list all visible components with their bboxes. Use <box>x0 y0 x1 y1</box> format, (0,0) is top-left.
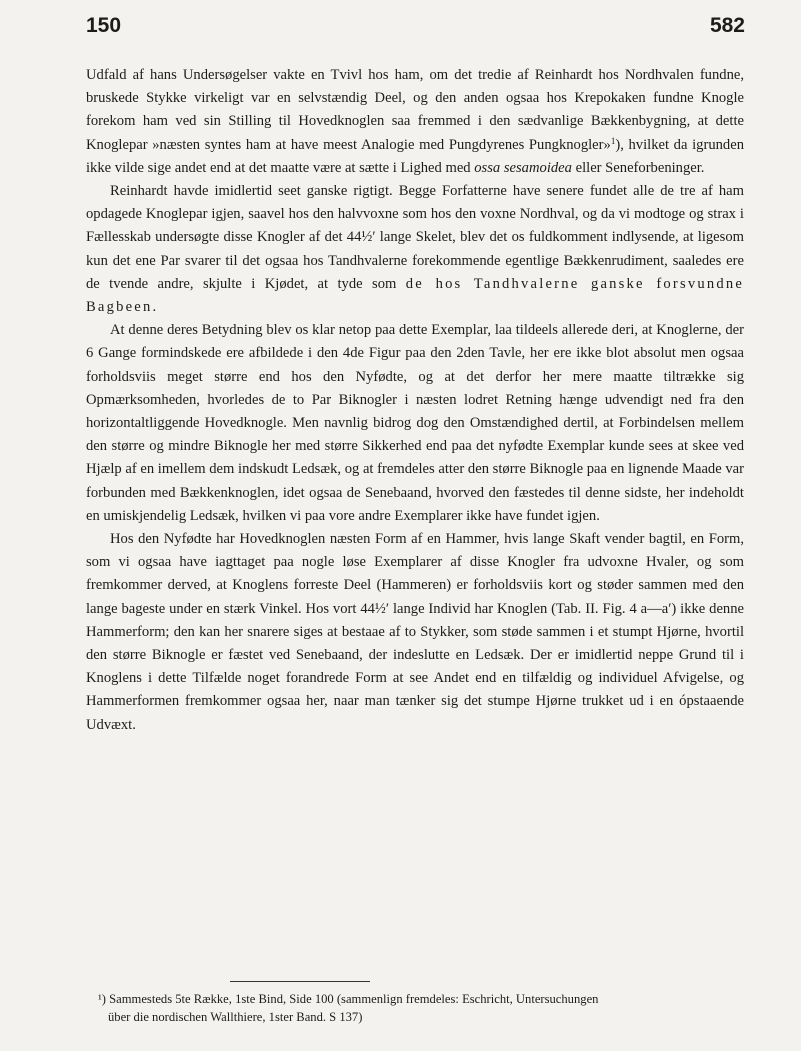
page-number-right: 582 <box>709 14 745 37</box>
paragraph-1-text-c: eller Seneforbeninger. <box>571 159 705 176</box>
footnote-marker: ¹) <box>98 992 106 1006</box>
paragraph-2 <box>86 180 744 319</box>
paragraph-2-text-a: Reinhardt havde imidlertid seet ganske rigtigt. Begge Forfatterne have senere fundet alle de tre af ham opdagede Knoglepar igjen, saavel hos den halvvoxne som hos den voxne Nordhval, og da vi modtoge og strax i Fællesskab undersøgte disse Knogler af det 44½′ lange Skelet, blev det os fuldkomment indlysende, at ligesom kun det ene Par svarer til det ogsaa hos Tandhvalerne forekommende egentlige Bækkenrudiment, saaledes ere de tvende andre, skjulte i Kjødet, at tyde som <box>86 183 744 292</box>
paragraph-2-text-b: . <box>152 299 157 316</box>
paragraph-1-text-a: Udfald af hans Undersøgelser vakte en Tvivl hos ham, om det tredie af Reinhardt hos Nordhvalen fundne, bruskede Stykke virkeligt var en selvstændig Deel, og den anden ogsaa hos Krepokaken fundne Knogle forekom ham ved sin Stilling til Hovedknoglen saa fremmed i den sædvanlige Bækkenbygning, at dette Knoglepar »næsten syntes ham at have meest Analogie med Pungdyrenes Pungknogler» <box>86 67 744 153</box>
body-text <box>86 64 744 737</box>
footnote-line-2: über die nordischen Wallthiere, 1ster Band. S 137) <box>108 1010 363 1024</box>
footnote-divider <box>230 981 370 982</box>
page-number-left: 150 <box>86 14 122 37</box>
page-header <box>86 14 745 42</box>
paragraph-1 <box>86 64 744 180</box>
paragraph-4: Hos den Nyfødte har Hovedknoglen næsten Form af en Hammer, hvis lange Skaft vender bagtil, en Form, som vi ogsaa have iagttaget paa nogle løse Exemplarer af disse Knogler fra udvoxne Hvaler, og som fremkommer derved, at Knoglens forreste Deel (Hammeren) er forholdsviis kort og støder sammen med den lange bageste under en stærk Vinkel. Hos vort 44½′ lange Individ har Knoglen (Tab. II. Fig. 4 a—a′) ikke denne Hammerform; den kan her snarere siges at bestaae af to Stykker, som støde sammen i et stumpt Hjørne, hvortil den større Biknogle er fæstet ved Senebaand, der indeslutte en Ledsæk. Der er imidlertid neppe Grund til i Knoglens i dette Tilfælde noget forandrede Form at see Andet end en tilfældig og individuel Afvigelse, og Hammerformen fremkommer ogsaa her, naar man tænker sig det stumpe Hjørne trukket ud i en ópstaaende Udvæxt. <box>86 531 744 733</box>
footnote-line-1 <box>86 990 744 1008</box>
footnote-reference: 1 <box>610 135 616 146</box>
paragraph-2-spaced-emphasis: de hos Tandhvalerne ganske forsvundne Bagbeen <box>86 275 745 316</box>
paragraph-1-italic-term: ossa sesamoidea <box>474 159 572 176</box>
paragraph-3: At denne deres Betydning blev os klar netop paa dette Exemplar, laa tildeels allerede deri, at Knoglerne, der 6 Gange formindskede ere afbildede i den 4de Figur paa den 2den Tavle, her ere ikke blot absolut men ogsaa forholdsviis meget større end hos den Nyfødte, og at det derfor her mere maatte tiltrække sig Opmærksomheden, hvorledes de to Par Biknogler i næsten lodret Retning hænge udvendigt ned fra den horizontaltliggende Hovedknogle. Men navnlig bidrog dog den Omstændighed dertil, at Forbindelsen mellem den større og mindre Biknogle her med større Sikkerhed end paa det nyfødte Exemplar kunde sees at skee ved Hjælp af en imellem dem indskudt Ledsæk, og at fremdeles atter den større Biknogle paa en lignende Maade var forbunden med Bækkenknoglen, idet ogsaa de Senebaand, hvorved den fæstedes til denne sidste, her indeholdt en umiskjendelig Ledsæk, hvilken vi paa vore andre Exemplarer ikke have fundet igjen. <box>86 322 744 524</box>
footnote-line-1-text: Sammesteds 5te Række, 1ste Bind, Side 100 (sammenlign fremdeles: Eschricht, Untersuchungen <box>109 992 599 1006</box>
footnote <box>86 990 744 1026</box>
paragraph-1-text-b: ), hvilket da igrunden ikke vilde sige andet end at det maatte være at sætte i Lighed med <box>86 136 744 176</box>
